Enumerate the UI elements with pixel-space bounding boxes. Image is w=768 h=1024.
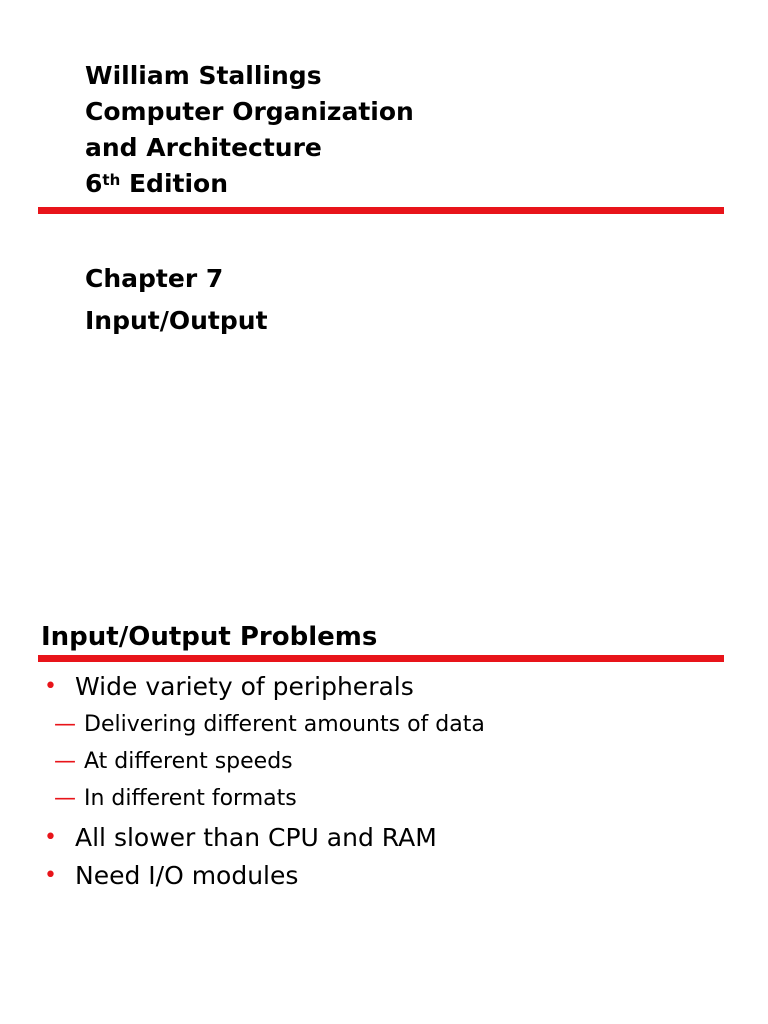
chapter-number: Chapter 7: [85, 264, 224, 293]
bullet-marker: •: [44, 674, 57, 699]
dash-marker: —: [54, 786, 76, 811]
bullet-marker: •: [44, 825, 57, 850]
dash-marker: —: [54, 712, 76, 737]
bullet-text: Need I/O modules: [75, 861, 299, 890]
dash-marker: —: [54, 749, 76, 774]
slide-title: Input/Output Problems: [41, 622, 378, 652]
book-title-line: and Architecture: [85, 133, 322, 162]
book-title: [85, 58, 414, 202]
sub-bullet-text: Delivering different amounts of data: [84, 712, 485, 737]
book-author: William Stallings: [85, 61, 322, 90]
bullet-item: [44, 857, 485, 895]
sub-bullet-list: [44, 706, 485, 817]
edition-number: 6: [85, 169, 103, 198]
bullet-text: All slower than CPU and RAM: [75, 823, 437, 852]
title-divider: [38, 207, 724, 214]
bullet-marker: •: [44, 863, 57, 888]
book-edition: [85, 166, 414, 202]
chapter-heading: [85, 258, 268, 342]
edition-word: Edition: [128, 169, 229, 198]
bullet-item: [44, 668, 485, 706]
bullet-text: Wide variety of peripherals: [75, 672, 414, 701]
sub-bullet-item: [44, 780, 485, 817]
content-slide: [0, 512, 768, 1024]
edition-suffix: th: [102, 171, 121, 189]
sub-bullet-item: [44, 743, 485, 780]
sub-bullet-item: [44, 706, 485, 743]
bullet-list: [44, 668, 485, 895]
sub-bullet-group: [44, 706, 485, 817]
sub-bullet-text: In different formats: [84, 786, 297, 811]
chapter-title: Input/Output: [85, 306, 268, 335]
book-title-line: Computer Organization: [85, 97, 414, 126]
bullet-item: [44, 819, 485, 857]
slide-title-divider: [38, 655, 724, 662]
sub-bullet-text: At different speeds: [84, 749, 293, 774]
